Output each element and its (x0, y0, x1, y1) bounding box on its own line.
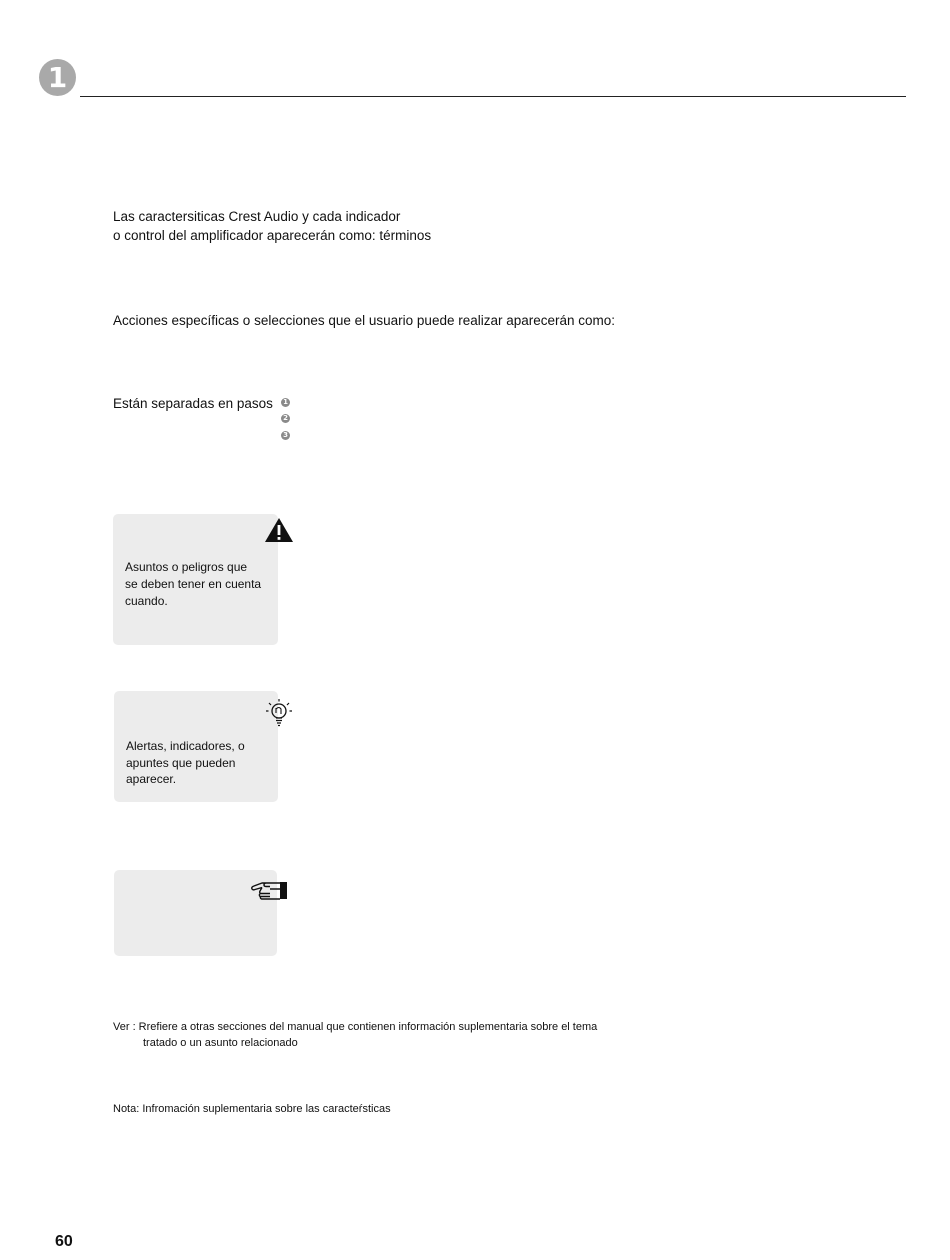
warning-text-line-3: cuando. (125, 594, 168, 608)
warning-triangle-icon (264, 517, 294, 543)
see-also-line-2: tratado o un asunto relacionado (143, 1037, 298, 1049)
intro-line-1: Las caractersiticas Crest Audio y cada indicador (113, 209, 401, 224)
header-rule (80, 96, 906, 97)
step-number-1: 1 (281, 398, 290, 407)
note-text: Nota: Infromación suplementaria sobre las caracteŕsticas (113, 1103, 391, 1115)
intro-line-2: o control del amplificador aparecerán como: términos (113, 228, 432, 243)
chapter-number-badge: 1 (39, 59, 76, 96)
warning-text-line-2: se deben tener en cuenta (125, 577, 262, 591)
step-number-2: 2 (281, 414, 290, 423)
see-also-line-1: Ver : Rrefiere a otras secciones del manual que contienen información suplementaria sobre el tema (113, 1021, 598, 1033)
pointing-hand-icon (250, 879, 290, 903)
tip-text-line-1: Alertas, indicadores, o (126, 739, 245, 753)
actions-text: Acciones específicas o selecciones que el usuario puede realizar aparecerán como: (113, 313, 616, 328)
step-number-3: 3 (281, 431, 290, 440)
warning-text-line-1: Asuntos o peligros que (125, 560, 248, 574)
page-number: 60 (55, 1233, 73, 1250)
steps-label: Están separadas en pasos (113, 396, 273, 411)
tip-text-line-2: apuntes que pueden (126, 756, 236, 770)
lightbulb-icon (264, 698, 294, 730)
tip-text-line-3: aparecer. (126, 772, 177, 786)
